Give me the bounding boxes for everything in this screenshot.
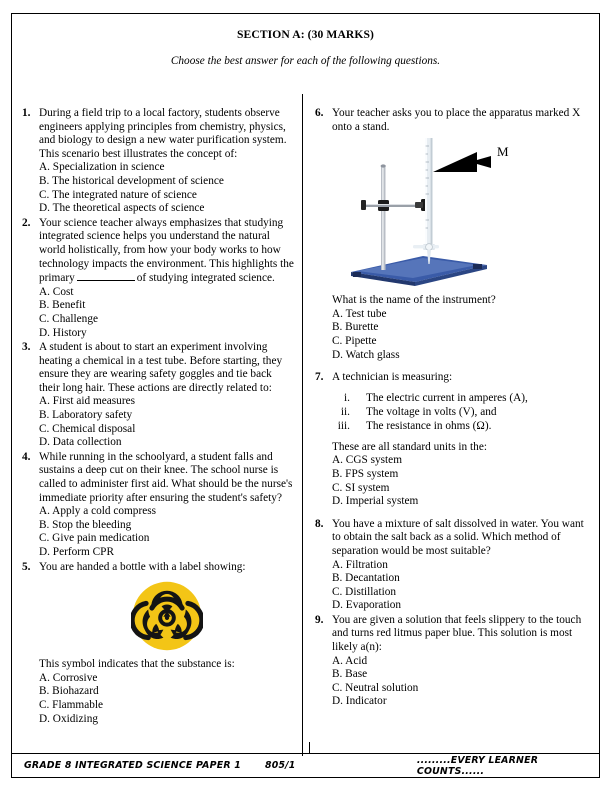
figure-label-m: M [497,144,509,160]
question-1-number: 1. [22,107,31,119]
question-7-option-c[interactable]: C. SI system [332,481,390,494]
question-5-option-b[interactable]: B. Biohazard [39,685,99,698]
exam-page [11,13,600,778]
roman-item-ii [332,405,591,419]
question-5-stem: You are handed a bottle with a label showing: [39,560,246,573]
question-7-sub-stem: These are all standard units in the: [332,440,487,453]
question-6-sub-stem: What is the name of the instrument? [332,294,496,307]
question-8-number: 8. [315,517,324,530]
question-7-roman-list [332,391,591,433]
question-3-option-c[interactable]: C. Chemical disposal [39,422,136,435]
question-5-number: 5. [22,560,31,573]
question-9-option-a[interactable]: A. Acid [332,654,368,667]
question-2-stem [39,217,294,286]
biohazard-icon [131,580,203,652]
page-footer [12,753,599,777]
question-2-stem-part2: of studying integrated science. [136,272,275,285]
question-3-body [39,341,294,450]
question-3 [22,341,294,450]
question-2-option-d[interactable]: D. History [39,326,87,339]
question-3-number: 3. [22,341,31,354]
question-6-stem: Your teacher asks you to place the apparatus marked X onto a stand. [332,107,581,133]
question-1-stem: During a field trip to a local factory, students observe engineers applying principles from chemistry, physics, and biology to design a new water purification system. This scenario best illustrates the concept of: [39,107,287,160]
right-column [302,94,599,756]
question-1-option-a[interactable]: A. Specialization in science [39,161,165,174]
question-3-option-d[interactable]: D. Data collection [39,436,122,449]
question-7-option-a[interactable]: A. CGS system [332,454,402,467]
question-8-option-b[interactable]: B. Decantation [332,572,400,585]
footer-paper-code: 805/1 [265,760,296,771]
question-4-option-d[interactable]: D. Perform CPR [39,546,115,558]
question-6-option-b[interactable]: B. Burette [332,321,379,334]
question-1-option-d[interactable]: D. The theoretical aspects of science [39,202,205,215]
question-1-option-b[interactable]: B. The historical development of science [39,174,224,187]
question-9-option-c[interactable]: C. Neutral solution [332,681,419,694]
question-8-stem: You have a mixture of salt dissolved in water. You want to obtain the salt back as a solid. Which method of separation would be most suitable? [332,517,584,557]
question-6-option-c[interactable]: C. Pipette [332,334,377,347]
footer-paper-title: GRADE 8 INTEGRATED SCIENCE PAPER 1 [24,760,241,771]
question-9-option-b[interactable]: B. Base [332,668,368,681]
roman-text-iii: The resistance in ohms (Ω). [366,419,492,432]
instruction-line: Choose the best answer for each of the following questions. [170,55,441,67]
question-1-option-c[interactable]: C. The integrated nature of science [39,188,197,201]
roman-item-iii [332,419,591,433]
question-4 [22,451,294,560]
fill-in-blank[interactable] [77,271,135,281]
question-5-option-a[interactable]: A. Corrosive [39,671,98,684]
question-2-body [39,217,294,340]
question-8-option-a[interactable]: A. Filtration [332,558,388,571]
roman-item-i [332,391,591,405]
question-1-body [39,107,294,216]
pointer-arrow [433,152,491,172]
question-7-body [332,371,591,509]
question-6-number: 6. [315,107,324,119]
roman-label-ii: ii. [340,405,350,418]
question-4-option-a[interactable]: A. Apply a cold compress [39,505,157,518]
question-4-option-c[interactable]: C. Give pain medication [39,532,150,545]
question-2 [22,217,294,340]
question-3-option-a[interactable]: A. First aid measures [39,395,136,408]
left-column [12,94,302,756]
question-7-stem: A technician is measuring: [332,371,453,384]
question-6-answers [332,294,591,362]
question-4-option-b[interactable]: B. Stop the bleeding [39,518,132,531]
question-5-option-d[interactable]: D. Oxidizing [39,712,98,725]
burette-on-retort-stand-icon [337,138,523,288]
question-2-option-c[interactable]: C. Challenge [39,312,98,325]
question-7-number: 7. [315,371,324,384]
question-1 [22,107,294,216]
question-2-stem-part1: Your science teacher always emphasizes that studying integrated science helps you understand the natural world holistically, from how your body works to how technology impacts the environment. This highlights the primary [39,216,294,285]
question-6-option-d[interactable]: D. Watch glass [332,348,400,361]
question-4-body [39,451,294,560]
question-7 [315,371,591,509]
question-3-stem: A student is about to start an experiment involving heating a chemical in a test tube. Before starting, they ensure they are wearing safety goggles and tie back their long hair. These actions are directly related to: [39,341,283,394]
question-9-stem: You are given a solution that feels slippery to the touch and turns red litmus paper blue. This solution is most likely a(n): [332,613,582,654]
section-title: SECTION A: (30 MARKS) [236,28,375,41]
question-5-sub-stem: This symbol indicates that the substance is: [39,658,235,671]
question-6 [315,107,591,134]
roman-text-ii: The voltage in volts (V), and [366,405,497,418]
question-6-option-a[interactable]: A. Test tube [332,307,387,320]
question-8 [315,518,591,613]
question-7-option-b[interactable]: B. FPS system [332,467,399,480]
column-divider-tick [309,742,310,753]
question-7-option-d[interactable]: D. Imperial system [332,495,419,508]
question-4-stem: While running in the schoolyard, a student falls and sustains a deep cut on their knee. The school nurse is called to administer first aid. What should be the nurse's immediate priority after ensuring the student's safety? [39,450,293,504]
biohazard-figure [39,580,294,652]
question-2-option-b[interactable]: B. Benefit [39,299,86,312]
question-3-option-b[interactable]: B. Laboratory safety [39,409,133,422]
question-8-body [332,518,591,613]
question-8-option-d[interactable]: D. Evaporation [332,599,402,612]
question-2-number: 2. [22,216,31,229]
question-6-body [332,107,591,134]
question-5-body [39,561,294,727]
retort-stand-figure [315,138,591,288]
roman-label-i: i. [344,391,350,404]
question-4-number: 4. [22,450,31,463]
page-header [12,14,599,67]
question-6-continued [315,294,591,362]
roman-label-iii: iii. [337,419,350,432]
question-2-option-a[interactable]: A. Cost [39,285,74,298]
question-9 [315,614,591,709]
question-9-number: 9. [315,613,324,626]
question-columns [12,94,599,756]
footer-slogan: .........EVERY LEARNER COUNTS...... [416,754,539,777]
question-9-option-d[interactable]: D. Indicator [332,695,387,708]
question-8-option-c[interactable]: C. Distillation [332,585,397,598]
roman-text-i: The electric current in amperes (A), [366,391,528,404]
question-9-body [332,614,591,709]
question-5-option-c[interactable]: C. Flammable [39,698,104,711]
question-5 [22,561,294,727]
